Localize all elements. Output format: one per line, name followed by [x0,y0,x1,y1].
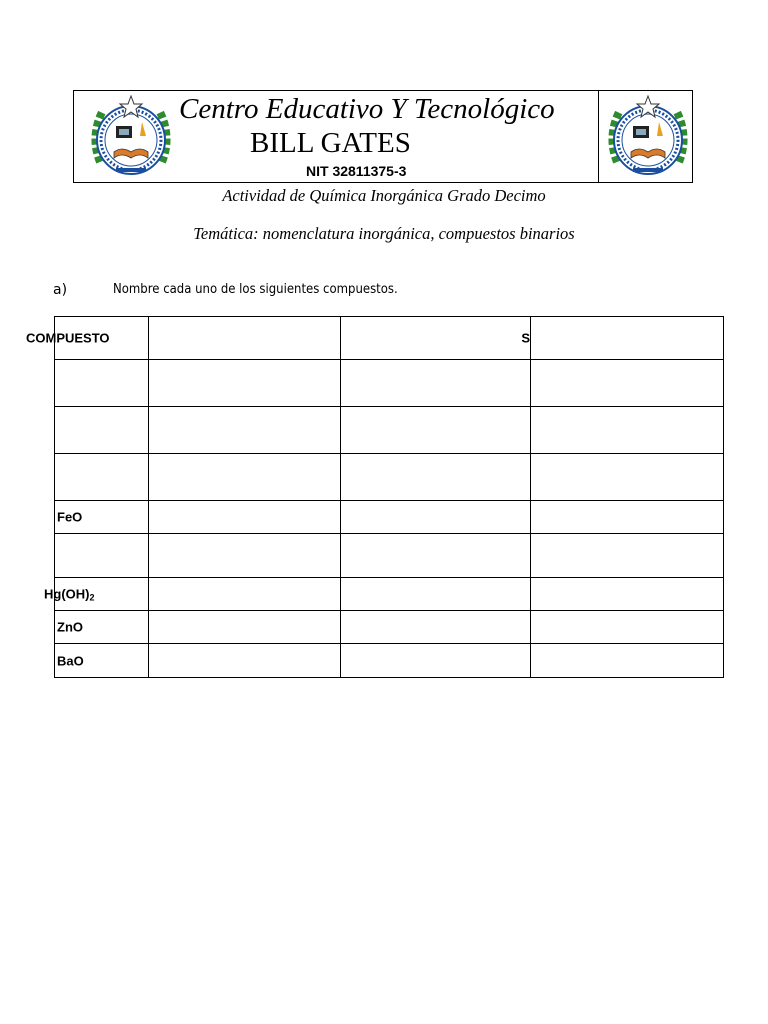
school-header [73,90,693,183]
compound-cell [55,644,149,678]
question-letter: a) [53,282,68,298]
answer-cell[interactable] [531,407,724,454]
answer-cell[interactable] [341,501,531,534]
compound-cell [44,578,149,611]
answer-cell[interactable] [149,534,341,578]
answer-cell[interactable] [149,578,341,611]
answer-cell[interactable] [341,578,531,611]
answer-cell[interactable] [531,454,724,501]
compound-cell [55,611,149,644]
header-compuesto: COMPUESTO [26,330,110,346]
table-cell[interactable] [149,317,341,360]
table-row [55,578,724,611]
answer-cell[interactable] [149,360,341,407]
table-cell[interactable] [531,317,724,360]
header-s: S [521,330,530,346]
answer-cell[interactable] [341,454,531,501]
answer-cell[interactable] [531,501,724,534]
header-divider [598,91,599,182]
answer-cell[interactable] [531,578,724,611]
school-nit: NIT 32811375-3 [306,163,407,179]
compound-subscript: 2 [89,592,95,603]
table-row [55,534,724,578]
school-seal-logo [86,92,176,182]
compound-label: ZnO [57,619,83,635]
answer-cell[interactable] [149,407,341,454]
answer-cell[interactable] [149,644,341,678]
table-row [55,407,724,454]
compound-label: BaO [57,653,84,668]
compound-cell [55,454,149,501]
answer-cell[interactable] [341,407,531,454]
question-text: Nombre cada uno de los siguientes compuestos. [113,282,398,297]
answer-cell[interactable] [341,534,531,578]
table-row [55,360,724,407]
answer-cell[interactable] [531,534,724,578]
school-title: Centro Educativo Y Tecnológico [179,93,555,125]
answer-cell[interactable] [341,360,531,407]
compound-label: FeO [57,509,83,525]
table-header-row [55,317,724,360]
topic-title: Temática: nomenclatura inorgánica, compuestos binarios [193,224,575,243]
compound-cell [55,501,149,534]
answer-cell[interactable] [341,611,531,644]
answer-cell[interactable] [531,360,724,407]
compound-formula: Hg(OH) [44,586,90,602]
table-row [55,644,724,678]
compound-cell [55,360,149,407]
answer-cell[interactable] [531,644,724,678]
table-header-cell [341,317,531,360]
compound-cell [55,407,149,454]
compound-label [44,587,95,602]
table-row [55,454,724,501]
answer-cell[interactable] [149,611,341,644]
answer-cell[interactable] [341,644,531,678]
answer-cell[interactable] [149,501,341,534]
table-row [55,501,724,534]
compound-cell [55,534,149,578]
table-row [55,611,724,644]
activity-title: Actividad de Química Inorgánica Grado Decimo [222,186,546,205]
school-name: BILL GATES [250,127,411,159]
school-seal-logo [603,92,693,182]
table-header-cell [26,317,149,360]
answer-cell[interactable] [531,611,724,644]
compounds-table [26,316,724,678]
answer-cell[interactable] [149,454,341,501]
